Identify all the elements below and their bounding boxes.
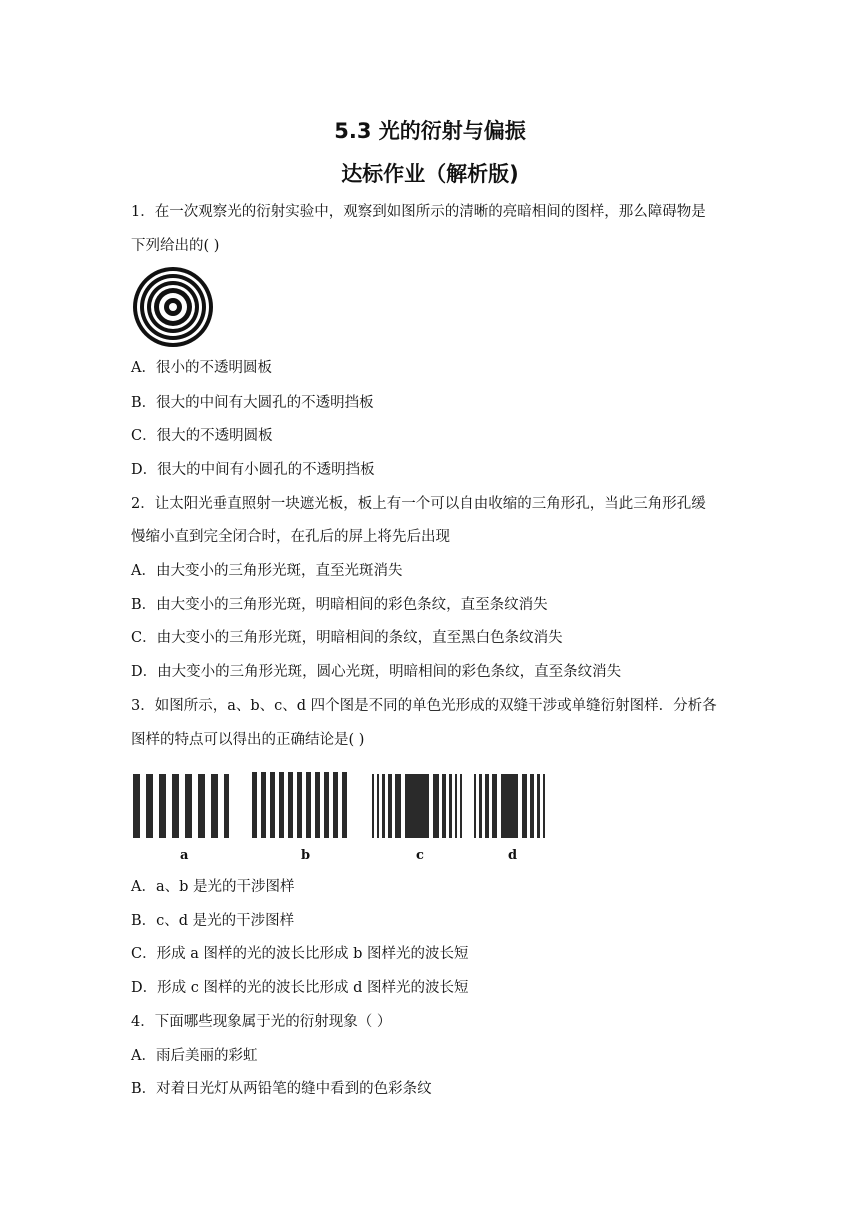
q1-option-c: C．很大的不透明圆板 [131, 428, 273, 444]
q2-option-c: C．由大变小的三角形光斑，明暗相间的条纹，直至黑白色条纹消失 [131, 630, 563, 646]
q3-option-d: D．形成 c 图样的光的波长比形成 d 图样光的波长短 [131, 980, 469, 996]
page-title: 5.3 光的衍射与偏振 [334, 119, 526, 143]
q4-stem: 4．下面哪些现象属于光的衍射现象（ ） [131, 1014, 392, 1030]
figure-label-c: c [416, 848, 424, 863]
q3-option-b: B．c、d 是光的干涉图样 [131, 913, 295, 929]
page-subtitle: 达标作业（解析版) [341, 162, 519, 186]
q1-option-a: A．很小的不透明圆板 [131, 360, 272, 376]
q3-option-c: C．形成 a 图样的光的波长比形成 b 图样光的波长短 [131, 946, 469, 962]
q3-option-a: A．a、b 是光的干涉图样 [131, 879, 295, 895]
q4-option-b: B．对着日光灯从两铅笔的缝中看到的色彩条纹 [131, 1081, 432, 1097]
q3-stem-line1: 3．如图所示，a、b、c、d 四个图是不同的单色光形成的双缝干涉或单缝衍射图样．分析各 [131, 698, 717, 714]
q3-fringe-patterns-figure [128, 766, 553, 842]
q2-option-b: B．由大变小的三角形光斑，明暗相间的彩色条纹，直至条纹消失 [131, 597, 548, 613]
figure-label-d: d [508, 848, 518, 863]
q1-option-d: D．很大的中间有小圆孔的不透明挡板 [131, 462, 375, 478]
fringe-pattern-a [133, 774, 229, 838]
fringe-pattern-b [252, 772, 347, 838]
q1-option-b: B．很大的中间有大圆孔的不透明挡板 [131, 395, 374, 411]
q2-option-a: A．由大变小的三角形光斑，直至光斑消失 [131, 563, 403, 579]
figure-label-b: b [301, 848, 311, 863]
q2-stem-line1: 2．让太阳光垂直照射一块遮光板，板上有一个可以自由收缩的三角形孔，当此三角形孔缓 [131, 496, 706, 512]
q1-stem-line2: 下列给出的( ) [131, 238, 220, 254]
q4-option-a: A．雨后美丽的彩虹 [131, 1048, 258, 1064]
q2-option-d: D．由大变小的三角形光斑，圆心光斑，明暗相间的彩色条纹，直至条纹消失 [131, 664, 622, 680]
q1-stem-line1: 1．在一次观察光的衍射实验中，观察到如图所示的清晰的亮暗相间的图样，那么障碍物是 [131, 204, 706, 220]
figure-label-a: a [180, 848, 189, 863]
q2-stem-line2: 慢缩小直到完全闭合时，在孔后的屏上将先后出现 [131, 529, 450, 545]
q3-stem-line2: 图样的特点可以得出的正确结论是( ) [131, 732, 365, 748]
fringe-pattern-d [474, 774, 545, 838]
fringe-pattern-c [372, 774, 462, 838]
q1-diffraction-rings-figure [130, 265, 216, 349]
